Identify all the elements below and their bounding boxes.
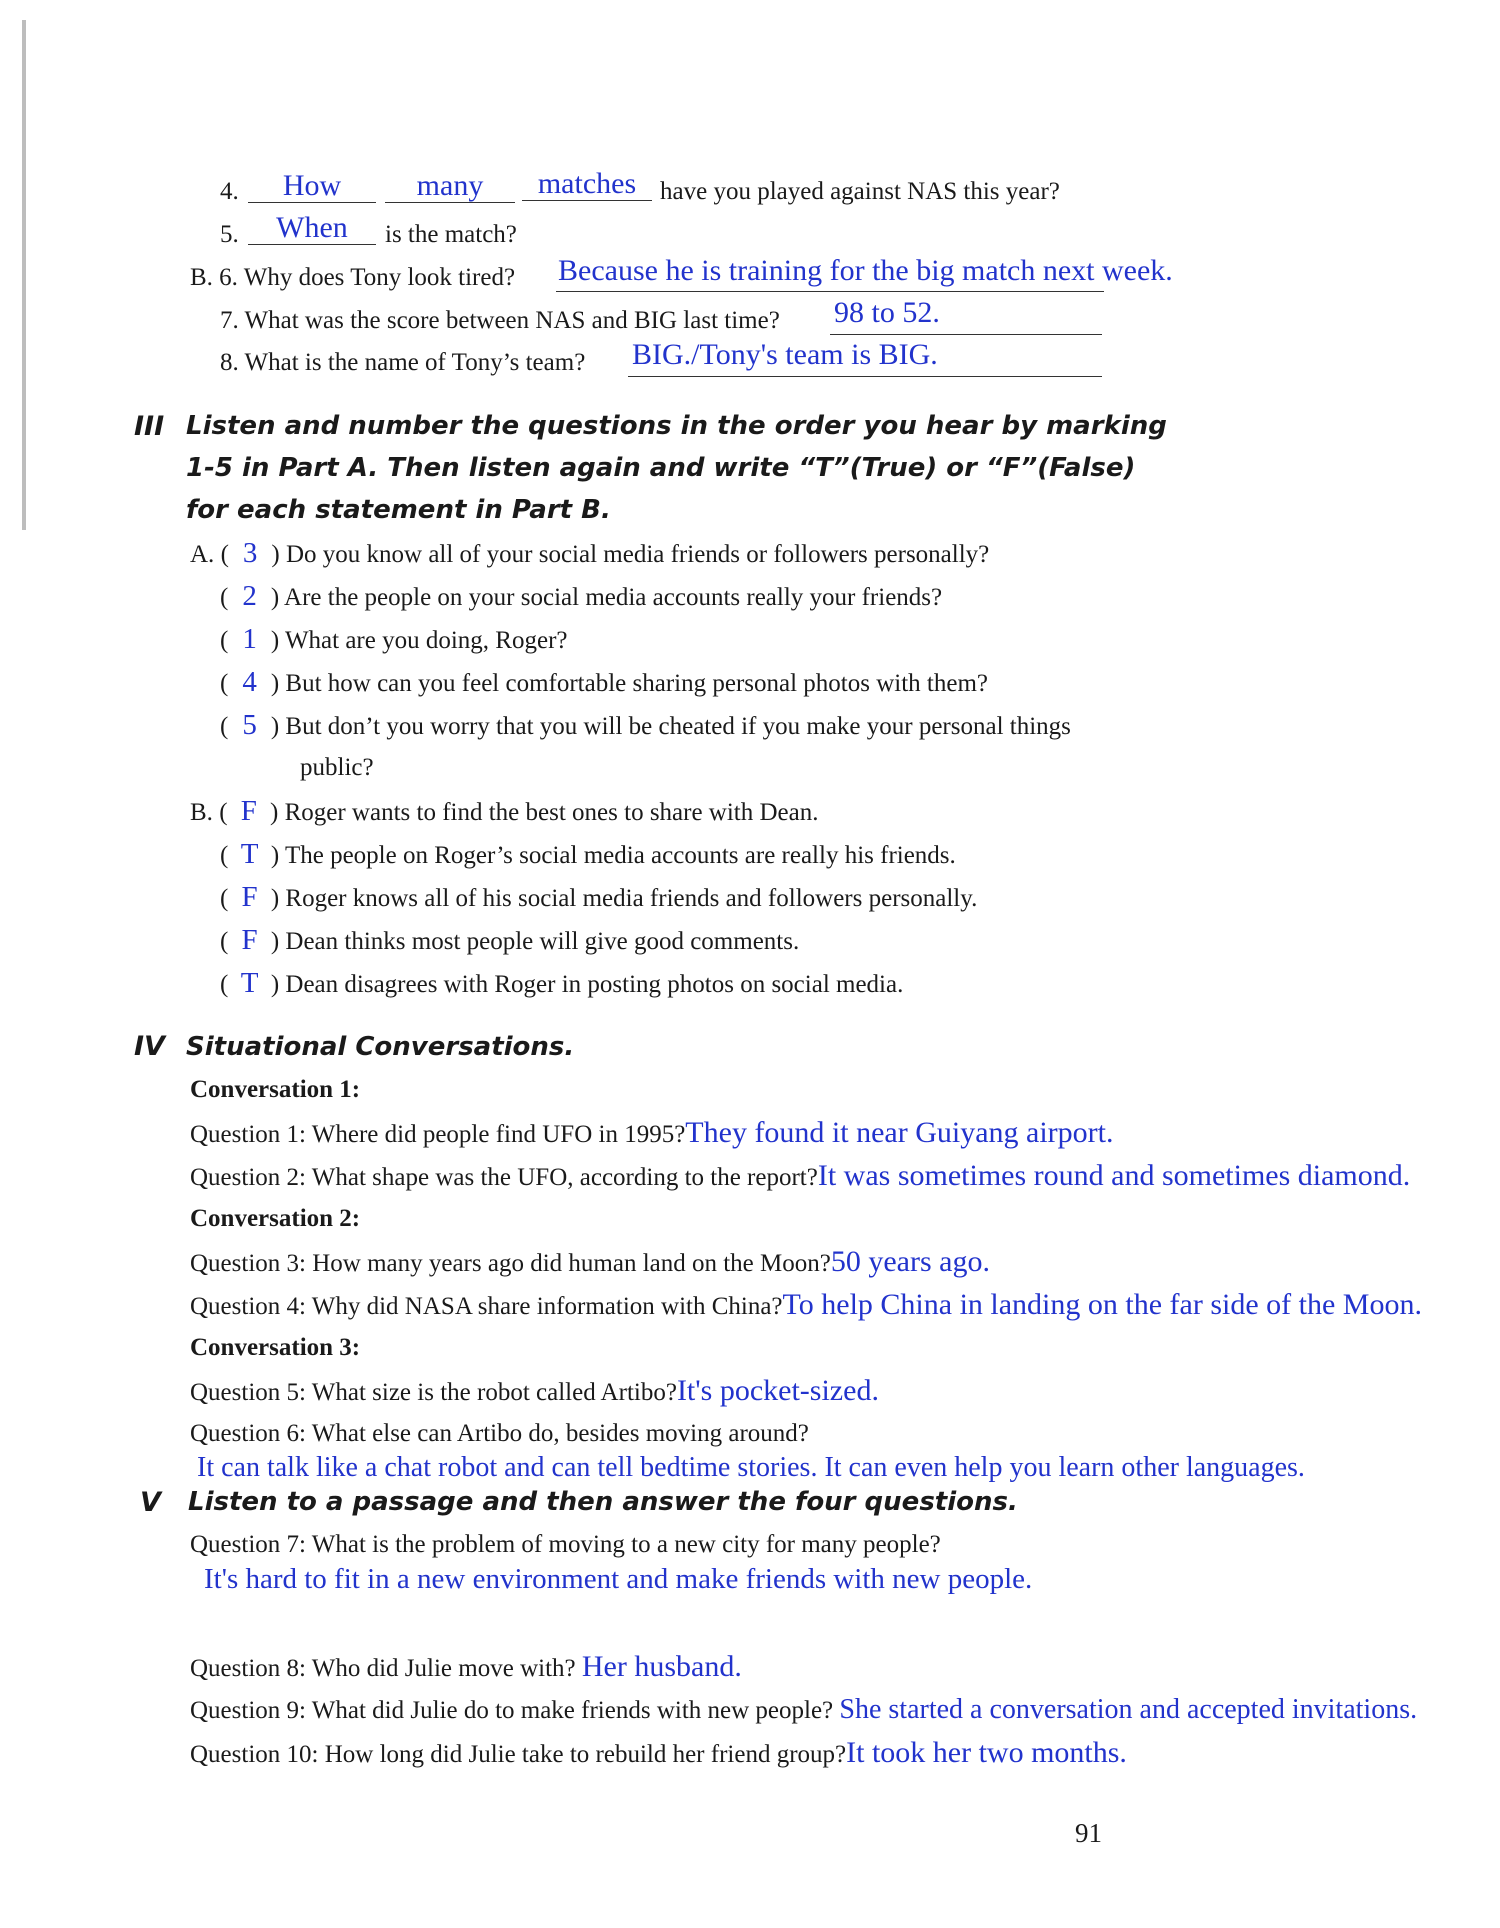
part-a-text-5: ) But don’t you worry that you will be cheated if you make your personal things: [270, 713, 1071, 740]
section-3-title: Listen and number the questions in the order you hear by marking 1-5 in Part A. Then listen again and write “T”(True) or “F”(False) for each statement in Part B.: [186, 411, 1167, 525]
q4-blank-3[interactable]: matches: [522, 170, 652, 201]
question-2-row: [190, 1161, 1410, 1193]
question-5-row: [190, 1376, 879, 1408]
q5-rest: is the match?: [385, 221, 517, 248]
q4-number: 4.: [220, 178, 239, 205]
question-8-text: Question 8: Who did Julie move with?: [190, 1655, 576, 1682]
question-10-row: [190, 1738, 1127, 1770]
part-a-label: A.: [190, 541, 215, 568]
part-a-row-3: ( 1 ) What are you doing, Roger?: [220, 623, 568, 655]
question-7-text: Question 7: What is the problem of moving to a new city for many people?: [190, 1531, 941, 1558]
section-5-number: V: [140, 1487, 161, 1518]
q7-underline: [830, 332, 1102, 335]
q6-answer[interactable]: Because he is training for the big match next week.: [558, 254, 1173, 287]
part-a-answer-4[interactable]: 4: [242, 666, 257, 698]
question-1-row: [190, 1118, 1114, 1150]
part-b-answer-5[interactable]: T: [240, 967, 259, 999]
question-9-row: [190, 1695, 1417, 1726]
part-b-row-5: ( T ) Dean disagrees with Roger in posting photos on social media.: [220, 967, 904, 999]
part-b-answer-2[interactable]: T: [240, 838, 259, 870]
part-b-label: B.: [190, 799, 213, 826]
question-9-answer[interactable]: She started a conversation and accepted invitations.: [839, 1694, 1418, 1725]
part-b-row-2: ( T ) The people on Roger’s social media accounts are really his friends.: [220, 838, 956, 870]
conversation-1-heading: Conversation 1:: [190, 1076, 361, 1103]
part-b-text-3: ) Roger knows all of his social media friends and followers personally.: [270, 885, 978, 912]
question-6-answer[interactable]: It can talk like a chat robot and can tell bedtime stories. It can even help you learn other languages.: [197, 1452, 1305, 1483]
q4-blank-2[interactable]: many: [385, 172, 515, 203]
q7-question: 7. What was the score between NAS and BIG last time?: [220, 307, 780, 334]
question-8-row: [190, 1652, 742, 1684]
question-6-text: Question 6: What else can Artibo do, besides moving around?: [190, 1420, 809, 1447]
section-4-title: Situational Conversations.: [186, 1032, 575, 1062]
part-a-answer-2[interactable]: 2: [242, 580, 257, 612]
q5-number: 5.: [220, 221, 239, 248]
part-a-answer-5[interactable]: 5: [242, 709, 257, 741]
part-a-row-2: ( 2 ) Are the people on your social media accounts really your friends?: [220, 580, 943, 612]
q4-blank-1[interactable]: How: [248, 172, 376, 203]
part-a-row-1: A. ( 3 ) Do you know all of your social media friends or followers personally?: [190, 537, 990, 569]
question-8-answer[interactable]: Her husband.: [581, 1650, 742, 1683]
question-3-row: [190, 1247, 990, 1279]
part-b-text-4: ) Dean thinks most people will give good comments.: [270, 928, 800, 955]
section-5-title: Listen to a passage and then answer the four questions.: [188, 1487, 1018, 1517]
question-1-answer[interactable]: They found it near Guiyang airport.: [685, 1116, 1114, 1149]
part-a-answer-3[interactable]: 1: [242, 623, 257, 655]
question-9-text: Question 9: What did Julie do to make friends with new people?: [190, 1697, 834, 1724]
part-a-text-3: ) What are you doing, Roger?: [270, 627, 568, 654]
part-b-row-3: ( F ) Roger knows all of his social media friends and followers personally.: [220, 881, 978, 913]
part-a-text-1: ) Do you know all of your social media friends or followers personally?: [271, 541, 990, 568]
page-number: 91: [1075, 1818, 1102, 1848]
question-2-answer[interactable]: It was sometimes round and sometimes diamond.: [817, 1159, 1411, 1192]
part-a-row-5-cont: public?: [300, 754, 374, 781]
question-4-row: [190, 1290, 1422, 1322]
q5-blank[interactable]: When: [248, 214, 376, 245]
part-b-answer-1[interactable]: F: [240, 795, 257, 827]
part-a-answer-1[interactable]: 3: [242, 537, 258, 569]
question-1-text: Question 1: Where did people find UFO in 1995?: [190, 1121, 686, 1148]
section-3-number: III: [134, 411, 165, 442]
part-b-text-2: ) The people on Roger’s social media accounts are really his friends.: [270, 842, 956, 869]
part-a-text-2: ) Are the people on your social media accounts really your friends?: [270, 584, 943, 611]
q4-rest: have you played against NAS this year?: [660, 178, 1060, 205]
q8-underline: [628, 374, 1102, 377]
part-b-row-4: ( F ) Dean thinks most people will give good comments.: [220, 924, 800, 956]
conversation-2-heading: Conversation 2:: [190, 1205, 361, 1232]
question-5-answer[interactable]: It's pocket-sized.: [676, 1374, 879, 1407]
part-b-text-5: ) Dean disagrees with Roger in posting photos on social media.: [270, 971, 904, 998]
q7-answer[interactable]: 98 to 52.: [834, 296, 940, 329]
question-7-answer[interactable]: It's hard to fit in a new environment and make friends with new people.: [204, 1563, 1033, 1595]
question-10-text: Question 10: How long did Julie take to rebuild her friend group?: [190, 1741, 847, 1768]
section-4-number: IV: [134, 1031, 165, 1062]
part-a-text-4: ) But how can you feel comfortable sharing personal photos with them?: [270, 670, 989, 697]
part-b-answer-4[interactable]: F: [241, 924, 258, 956]
q6-underline: [556, 289, 1104, 292]
question-4-answer[interactable]: To help China in landing on the far side of the Moon.: [782, 1288, 1422, 1321]
part-a-row-4: ( 4 ) But how can you feel comfortable sharing personal photos with them?: [220, 666, 989, 698]
question-10-answer[interactable]: It took her two months.: [846, 1736, 1127, 1769]
conversation-3-heading: Conversation 3:: [190, 1334, 361, 1361]
question-3-text: Question 3: How many years ago did human land on the Moon?: [190, 1250, 831, 1277]
part-b-text-1: ) Roger wants to find the best ones to share with Dean.: [270, 799, 819, 826]
scan-margin-line: [22, 20, 26, 530]
part-b-answer-3[interactable]: F: [241, 881, 258, 913]
question-4-text: Question 4: Why did NASA share information with China?: [190, 1293, 783, 1320]
question-2-text: Question 2: What shape was the UFO, according to the report?: [190, 1164, 818, 1191]
question-3-answer[interactable]: 50 years ago.: [830, 1245, 990, 1278]
q8-question: 8. What is the name of Tony’s team?: [220, 349, 586, 376]
q8-answer[interactable]: BIG./Tony's team is BIG.: [632, 338, 938, 371]
question-5-text: Question 5: What size is the robot called Artibo?: [190, 1379, 677, 1406]
q6-question: B. 6. Why does Tony look tired?: [190, 264, 516, 291]
part-b-row-1: B. ( F ) Roger wants to find the best ones to share with Dean.: [190, 795, 819, 827]
part-a-row-5: ( 5 ) But don’t you worry that you will be cheated if you make your personal things: [220, 709, 1071, 741]
